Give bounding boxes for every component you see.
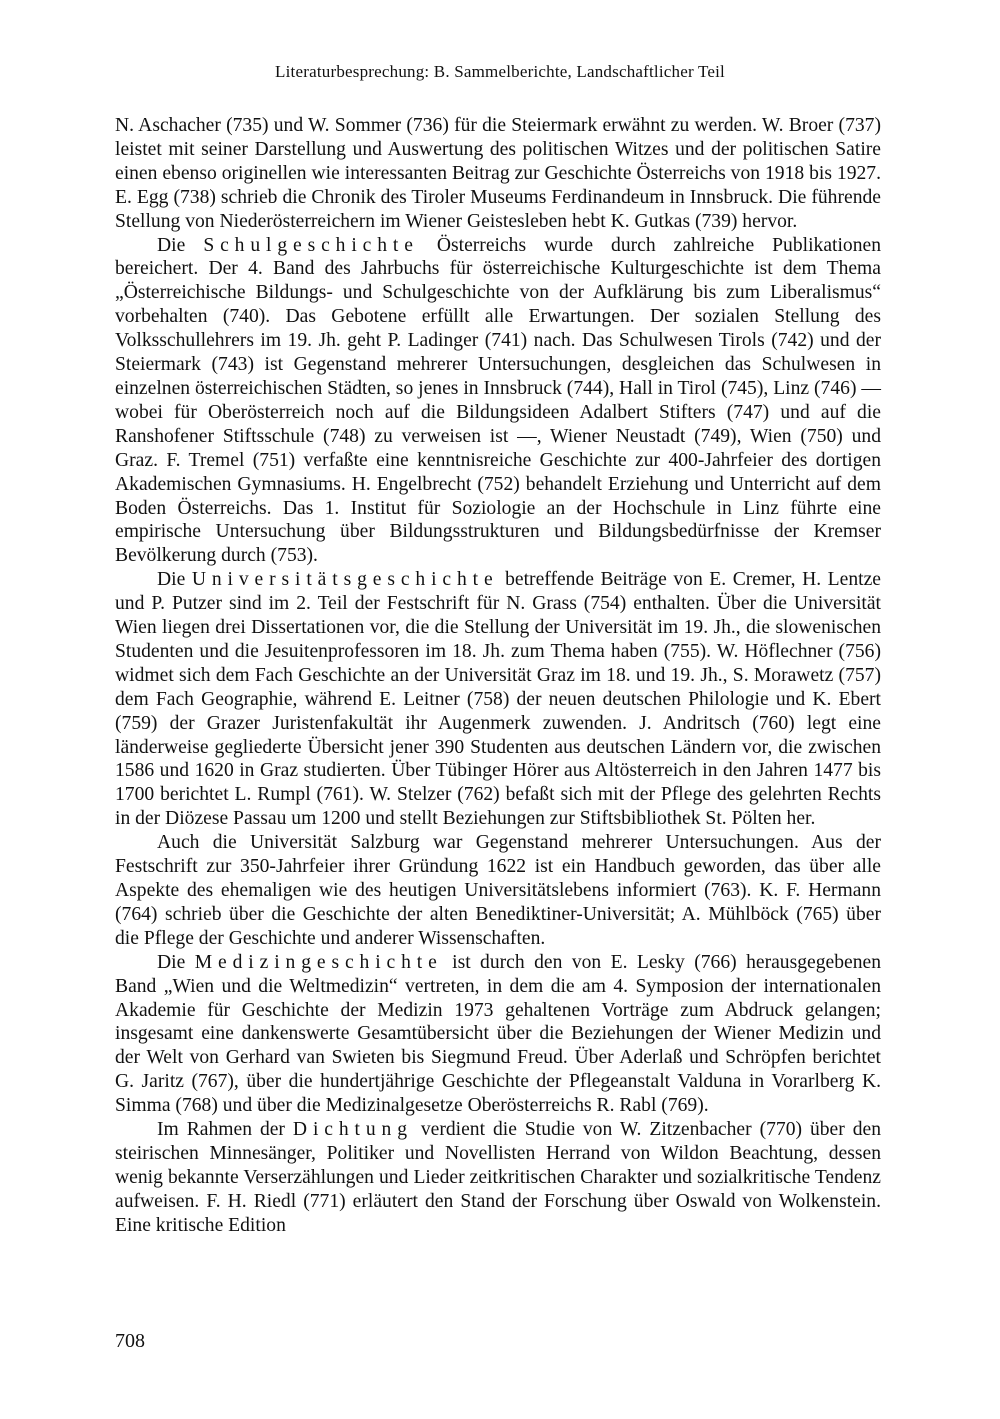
paragraph-text: betreffende Beiträge von E. Cremer, H. Lentze und P. Putzer sind im 2. Teil der Festschrift für N. Grass (754) enthalten. Über die Universität Wien liegen drei Dissertationen vor, die die Stellung der Universität im 19. Jh., die slowenischen Studenten und die Jesuitenprofessoren im 18. Jh. zum Thema haben (755). W. Höflechner (756) widmet sich dem Fach Geschichte an der Universität Graz im 18. und 19. Jh., S. Morawetz (757) dem Fach Geographie, während E. Leitner (758) der neuen deutschen Philologie und K. Ebert (759) der Grazer Juristenfakultät ihr Augenmerk zuwenden. J. Andritsch (760) legt eine länderweise gegliederte Übersicht jener 390 Studenten aus deutschen Ländern vor, die zwischen 1586 und 1620 in Graz studierten. Über Tübinger Hörer aus Altösterreich in den Jahren 1477 bis 1700 berichtet L. Rumpl (761). W. Stelzer (762) befaßt sich mit der Pflege des gelehrten Rechts in der Diözese Passau um 1200 und stellt Beziehungen zur Stiftsbibliothek St. Pölten her.: [115, 569, 881, 830]
spaced-term-medizingeschichte: Medizingeschichte: [194, 951, 443, 973]
page-number: 708: [115, 1330, 145, 1352]
paragraph-lead: Die: [157, 234, 186, 256]
paragraph-dichtung: [115, 1118, 881, 1238]
paragraph-1-text: N. Aschacher (735) und W. Sommer (736) für die Steiermark erwähnt zu werden. W. Broer (737) leistet mit seiner Darstellung und Auswertung des politischen Witzes und der politischen Satire einen ebenso originellen wie interessanten Beitrag zur Geschichte Österreichs von 1918 bis 1927. E. Egg (738) schrieb die Chronik des Tiroler Museums Ferdinandeum in Innsbruck. Die führende Stellung von Niederösterreichern im Wiener Geistesleben hebt K. Gutkas (739) hervor.: [115, 115, 881, 232]
paragraph-1: [115, 114, 881, 234]
paragraph-text: ist durch den von E. Lesky (766) herausgegebenen Band „Wien und die Weltmedizin“ vertreten, in dem die am 4. Symposion der internationalen Akademie für Geschichte der Medizin 1973 gehaltenen Vorträge zum Abdruck gelangen; insgesamt eine dankenswerte Gesamtübersicht über die Beziehungen der Wiener Medizin und der Welt von Gerhard van Swieten bis Siegmund Freud. Über Aderlaß und Schröpfen berichtet G. Jaritz (767), über die hundertjährige Geschichte der Pflegeanstalt Valduna in Vorarlberg K. Simma (768) und über die Medizinalgesetze Oberösterreichs R. Rabl (769).: [115, 951, 882, 1117]
spaced-term-universitaetsgeschichte: Universitätsgeschichte: [191, 569, 499, 591]
paragraph-text: Auch die Universität Salzburg war Gegenstand mehrerer Untersuchungen. Aus der Festschrift zur 350-Jahrfeier ihrer Gründung 1622 ist ein Handbuch geworden, das über alle Aspekte des ehemaligen wie des heutigen Universitätslebens informiert (763). K. F. Hermann (764) schrieb über die Geschichte der alten Benediktiner-Universität; A. Mühlböck (765) über die Pflege der Geschichte und anderer Wissenschaften.: [115, 832, 881, 949]
paragraph-universitaetsgeschichte: [115, 568, 881, 831]
paragraph-lead: Im Rahmen der: [157, 1119, 285, 1141]
paragraph-schulgeschichte: [115, 234, 881, 569]
page-body: [115, 114, 881, 1238]
paragraph-medizingeschichte: [115, 951, 881, 1118]
running-head: Literaturbesprechung: B. Sammelberichte, Landschaftlicher Teil: [275, 62, 725, 81]
paragraph-lead: Die: [157, 569, 186, 591]
spaced-term-dichtung: Dichtung: [292, 1119, 413, 1141]
paragraph-salzburg: [115, 831, 881, 951]
spaced-term-schulgeschichte: Schulgeschichte: [203, 234, 419, 256]
paragraph-text: verdient die Studie von W. Zitzenbacher (770) über den steirischen Minnesänger, Politiker und Novellisten Herrand von Wildon Beachtung, dessen wenig bekannte Verserzählungen und Lieder zeitkritischen Charakter und sozialkritische Tendenz aufweisen. F. H. Riedl (771) erläutert den Stand der Forschung über Oswald von Wolkenstein. Eine kritische Edition: [115, 1119, 882, 1236]
paragraph-text: Österreichs wurde durch zahlreiche Publikationen bereichert. Der 4. Band des Jahrbuchs für österreichische Kulturgeschichte ist dem Thema „Österreichische Bildungs- und Schulgeschichte von der Aufklärung bis zum Liberalismus“ vorbehalten (740). Das Gebotene erfüllt alle Erwartungen. Der sozialen Stellung des Volksschullehrers im 19. Jh. geht P. Ladinger (741) nach. Das Schulwesen Tirols (742) und der Steiermark (743) ist Gegenstand mehrerer Untersuchungen, desgleichen das Schulwesen in einzelnen österreichischen Städten, so jenes in Innsbruck (744), Hall in Tirol (745), Linz (746) — wobei für Oberösterreich noch auf die Bildungsideen Adalbert Stifters (747) und auf die Ranshofener Stiftsschule (748) zu verweisen ist —, Wiener Neustadt (749), Wien (750) und Graz. F. Tremel (751) verfaßte eine kenntnisreiche Geschichte zur 400-Jahrfeier des dortigen Akademischen Gymnasiums. H. Engelbrecht (752) behandelt Erziehung und Unterricht auf dem Boden Österreichs. Das 1. Institut für Soziologie an der Hochschule in Linz führte eine empirische Untersuchung über Bildungsstrukturen und Bildungsbedürfnisse der Kremser Bevölkerung durch (753).: [115, 234, 882, 567]
paragraph-lead: Die: [157, 951, 186, 973]
